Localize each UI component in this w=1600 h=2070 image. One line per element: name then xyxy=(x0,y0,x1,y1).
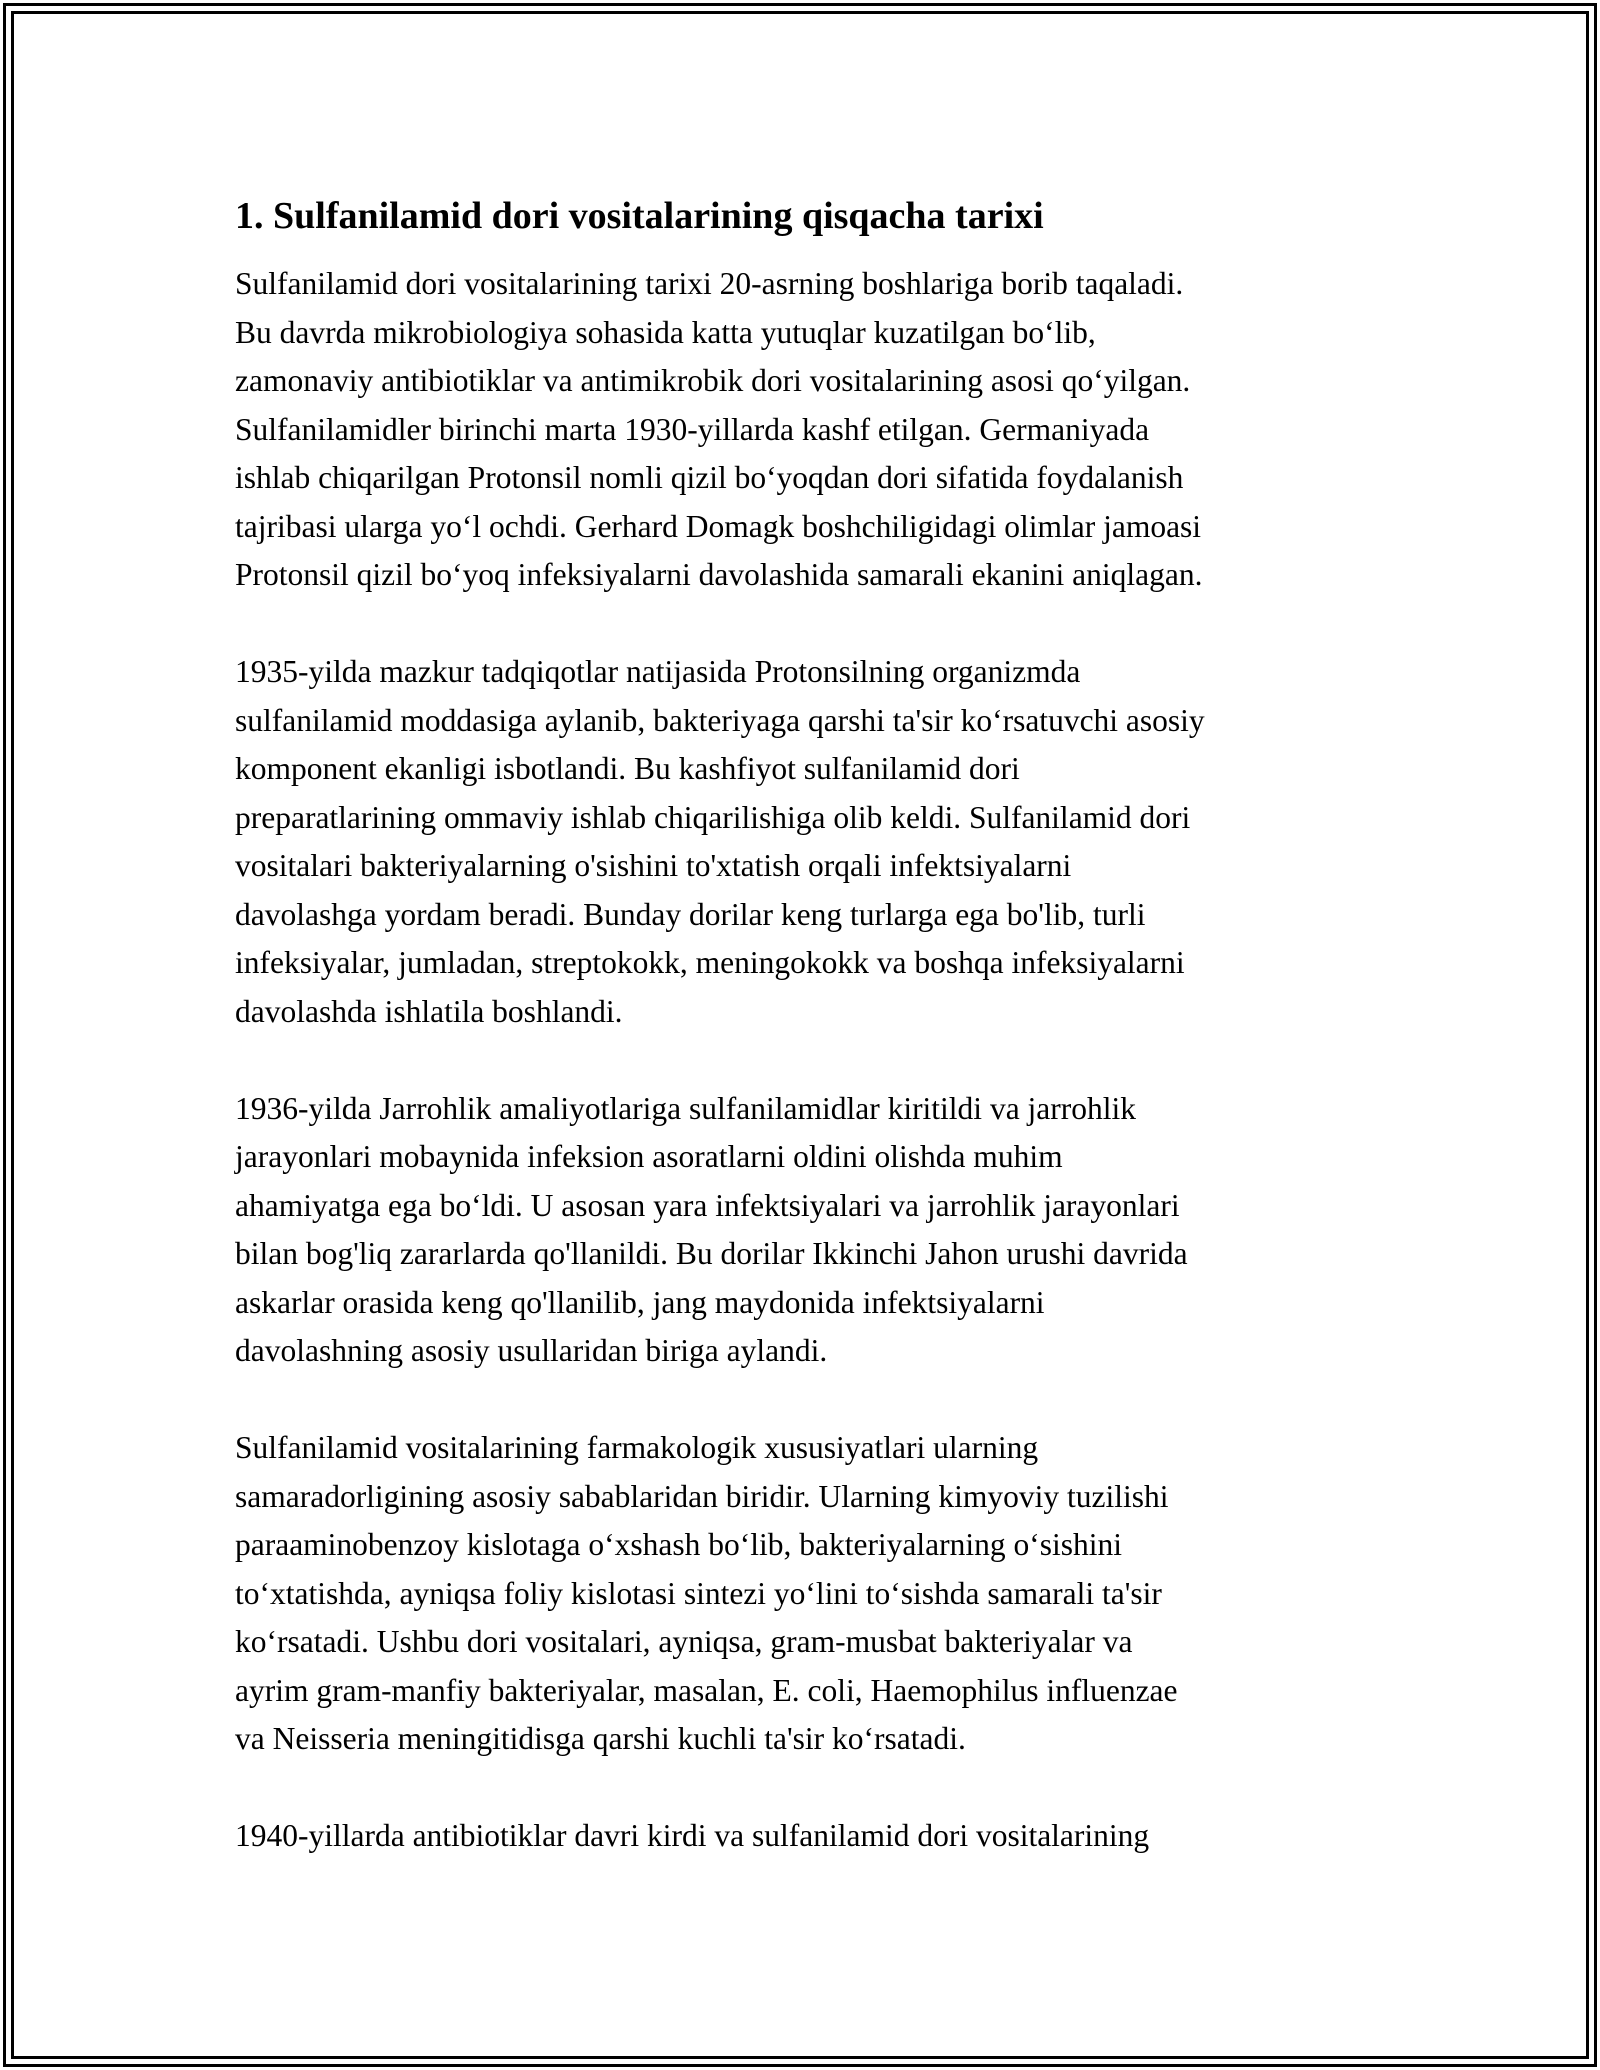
text-line: sulfanilamid moddasiga aylanib, bakteriyaga qarshi ta'sir ko‘rsatuvchi asosiy xyxy=(235,702,1205,738)
text-line: Sulfanilamid vositalarining farmakologik xususiyatlari ularning xyxy=(235,1430,1039,1465)
paragraph xyxy=(235,1424,1385,1764)
text-line: samaradorligining asosiy sabablaridan biridir. Ularning kimyoviy tuzilishi xyxy=(235,1478,1169,1514)
text-line: to‘xtatishda, ayniqsa foliy kislotasi sintezi yo‘lini to‘sishda samarali ta'sir xyxy=(235,1575,1162,1611)
text-line: Sulfanilamidler birinchi marta 1930-yillarda kashf etilgan. Germaniyada xyxy=(235,411,1150,447)
paragraph-list xyxy=(235,260,1385,1861)
paragraph xyxy=(235,260,1385,600)
document-body xyxy=(235,192,1385,1909)
text-line: davolashda ishlatila boshlandi. xyxy=(235,993,623,1029)
text-line: ko‘rsatadi. Ushbu dori vositalari, ayniqsa, gram-musbat bakteriyalar va xyxy=(235,1624,1133,1659)
paragraph xyxy=(235,648,1385,1036)
text-line: Protonsil qizil bo‘yoq infeksiyalarni davolashida samarali ekanini aniqlagan. xyxy=(235,557,1203,592)
text-line: davolashga yordam beradi. Bunday dorilar keng turlarga ega bo'lib, turli xyxy=(235,896,1146,932)
text-line: tajribasi ularga yo‘l ochdi. Gerhard Domagk boshchiligidagi olimlar jamoasi xyxy=(235,508,1202,544)
section-title: 1. Sulfanilamid dori vositalarining qisqacha tarixi xyxy=(235,195,1044,237)
text-line: davolashning asosiy usullaridan biriga aylandi. xyxy=(235,1333,828,1368)
text-line: jarayonlari mobaynida infeksion asoratlarni oldini olishda muhim xyxy=(235,1139,1063,1174)
text-line: 1940-yillarda antibiotiklar davri kirdi va sulfanilamid dori vositalarining xyxy=(235,1818,1150,1853)
text-line: askarlar orasida keng qo'llanilib, jang maydonida infektsiyalarni xyxy=(235,1284,1045,1320)
text-line: komponent ekanligi isbotlandi. Bu kashfiyot sulfanilamid dori xyxy=(235,751,1020,786)
text-line: ahamiyatga ega bo‘ldi. U asosan yara infektsiyalari va jarrohlik jarayonlari xyxy=(235,1187,1180,1223)
text-line: paraaminobenzoy kislotaga o‘xshash bo‘lib, bakteriyalarning o‘sishini xyxy=(235,1527,1123,1562)
paragraph xyxy=(235,1812,1385,1861)
text-line: Sulfanilamid dori vositalarining tarixi 20-asrning boshlariga borib taqaladi. xyxy=(235,266,1184,301)
text-line: 1935-yilda mazkur tadqiqotlar natijasida Protonsilning organizmda xyxy=(235,654,1081,689)
paragraph xyxy=(235,1085,1385,1376)
text-line: preparatlarining ommaviy ishlab chiqarilishiga olib keldi. Sulfanilamid dori xyxy=(235,799,1191,835)
text-line: bilan bog'liq zararlarda qo'llanildi. Bu dorilar Ikkinchi Jahon urushi davrida xyxy=(235,1236,1188,1271)
text-line: va Neisseria meningitidisga qarshi kuchli ta'sir ko‘rsatadi. xyxy=(235,1721,966,1756)
text-line: Bu davrda mikrobiologiya sohasida katta yutuqlar kuzatilgan bo‘lib, xyxy=(235,314,1096,350)
text-line: ishlab chiqarilgan Protonsil nomli qizil bo‘yoqdan dori sifatida foydalanish xyxy=(235,460,1184,495)
text-line: vositalari bakteriyalarning o'sishini to'xtatish orqali infektsiyalarni xyxy=(235,848,1072,883)
text-line: infeksiyalar, jumladan, streptokokk, meningokokk va boshqa infeksiyalarni xyxy=(235,945,1185,980)
text-line: zamonaviy antibiotiklar va antimikrobik dori vositalarining asosi qo‘yilgan. xyxy=(235,363,1191,398)
text-line: ayrim gram-manfiy bakteriyalar, masalan, E. coli, Haemophilus influenzae xyxy=(235,1672,1178,1708)
text-line: 1936-yilda Jarrohlik amaliyotlariga sulfanilamidlar kiritildi va jarrohlik xyxy=(235,1090,1137,1126)
